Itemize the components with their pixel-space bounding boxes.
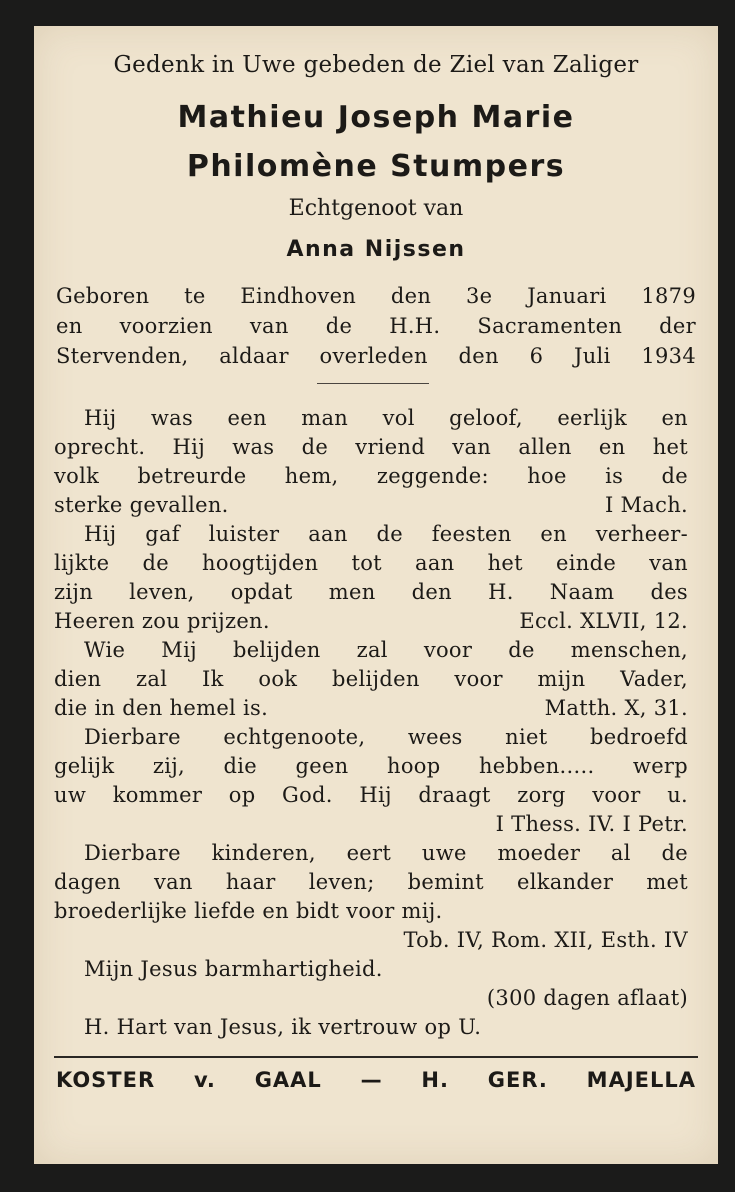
verse-line: zijn leven, opdat men den H. Naam des <box>54 580 688 604</box>
birth-line-3: Stervenden, aldaar overleden den 6 Juli 1934 <box>56 344 696 368</box>
prayer-line: Mijn Jesus barmhartigheid. <box>84 957 383 981</box>
scripture-reference: Tob. IV, Rom. XII, Esth. IV <box>403 928 688 952</box>
deceased-name-line2: Philomène Stumpers <box>186 149 566 184</box>
memorial-card <box>34 26 718 1164</box>
verse-line <box>54 696 688 720</box>
spouse-label: Echtgenoot van <box>288 196 464 221</box>
scripture-reference: I Mach. <box>604 493 688 517</box>
deceased-name-line1: Mathieu Joseph Marie <box>177 100 575 135</box>
verse-line <box>54 493 688 517</box>
verse-line: oprecht. Hij was de vriend van allen en het <box>54 435 688 459</box>
verse-line: Wie Mij belijden zal voor de menschen, <box>84 638 688 662</box>
scripture-reference: I Thess. IV. I Petr. <box>495 812 688 836</box>
verse-line: broederlijke liefde en bidt voor mij. <box>54 899 443 923</box>
verse-line: uw kommer op God. Hij draagt zorg voor u. <box>54 783 688 807</box>
verse-line <box>54 609 688 633</box>
verse-text: sterke gevallen. <box>54 493 229 517</box>
spouse-name: Anna Nijssen <box>286 237 466 262</box>
verse-line: Dierbare echtgenoote, wees niet bedroefd <box>84 725 688 749</box>
footer-divider <box>54 1056 698 1058</box>
birth-line-1: Geboren te Eindhoven den 3e Januari 1879 <box>56 284 696 308</box>
verse-text: die in den hemel is. <box>54 696 269 720</box>
short-divider <box>317 383 429 384</box>
printer-credit: KOSTER v. GAAL — H. GER. MAJELLA <box>56 1068 696 1092</box>
verse-line: Hij gaf luister aan de feesten en verheer- <box>84 522 688 546</box>
scripture-reference: Matth. X, 31. <box>544 696 688 720</box>
verse-line: dagen van haar leven; bemint elkander met <box>54 870 688 894</box>
scripture-reference: Eccl. XLVII, 12. <box>519 609 688 633</box>
verse-line: lijkte de hoogtijden tot aan het einde van <box>54 551 688 575</box>
verse-line: Dierbare kinderen, eert uwe moeder al de <box>84 841 688 865</box>
verse-line: Hij was een man vol geloof, eerlijk en <box>84 406 688 430</box>
verse-line: volk betreurde hem, zeggende: hoe is de <box>54 464 688 488</box>
verse-text: Heeren zou prijzen. <box>54 609 270 633</box>
verse-line: dien zal Ik ook belijden voor mijn Vader, <box>54 667 688 691</box>
indulgence-note: (300 dagen aflaat) <box>486 986 688 1010</box>
prayer-line: H. Hart van Jesus, ik vertrouw op U. <box>84 1015 482 1039</box>
verse-line: gelijk zij, die geen hoop hebben..... werp <box>54 754 688 778</box>
intro-line: Gedenk in Uwe gebeden de Ziel van Zaliger <box>113 52 639 78</box>
birth-line-2: en voorzien van de H.H. Sacramenten der <box>56 314 696 338</box>
